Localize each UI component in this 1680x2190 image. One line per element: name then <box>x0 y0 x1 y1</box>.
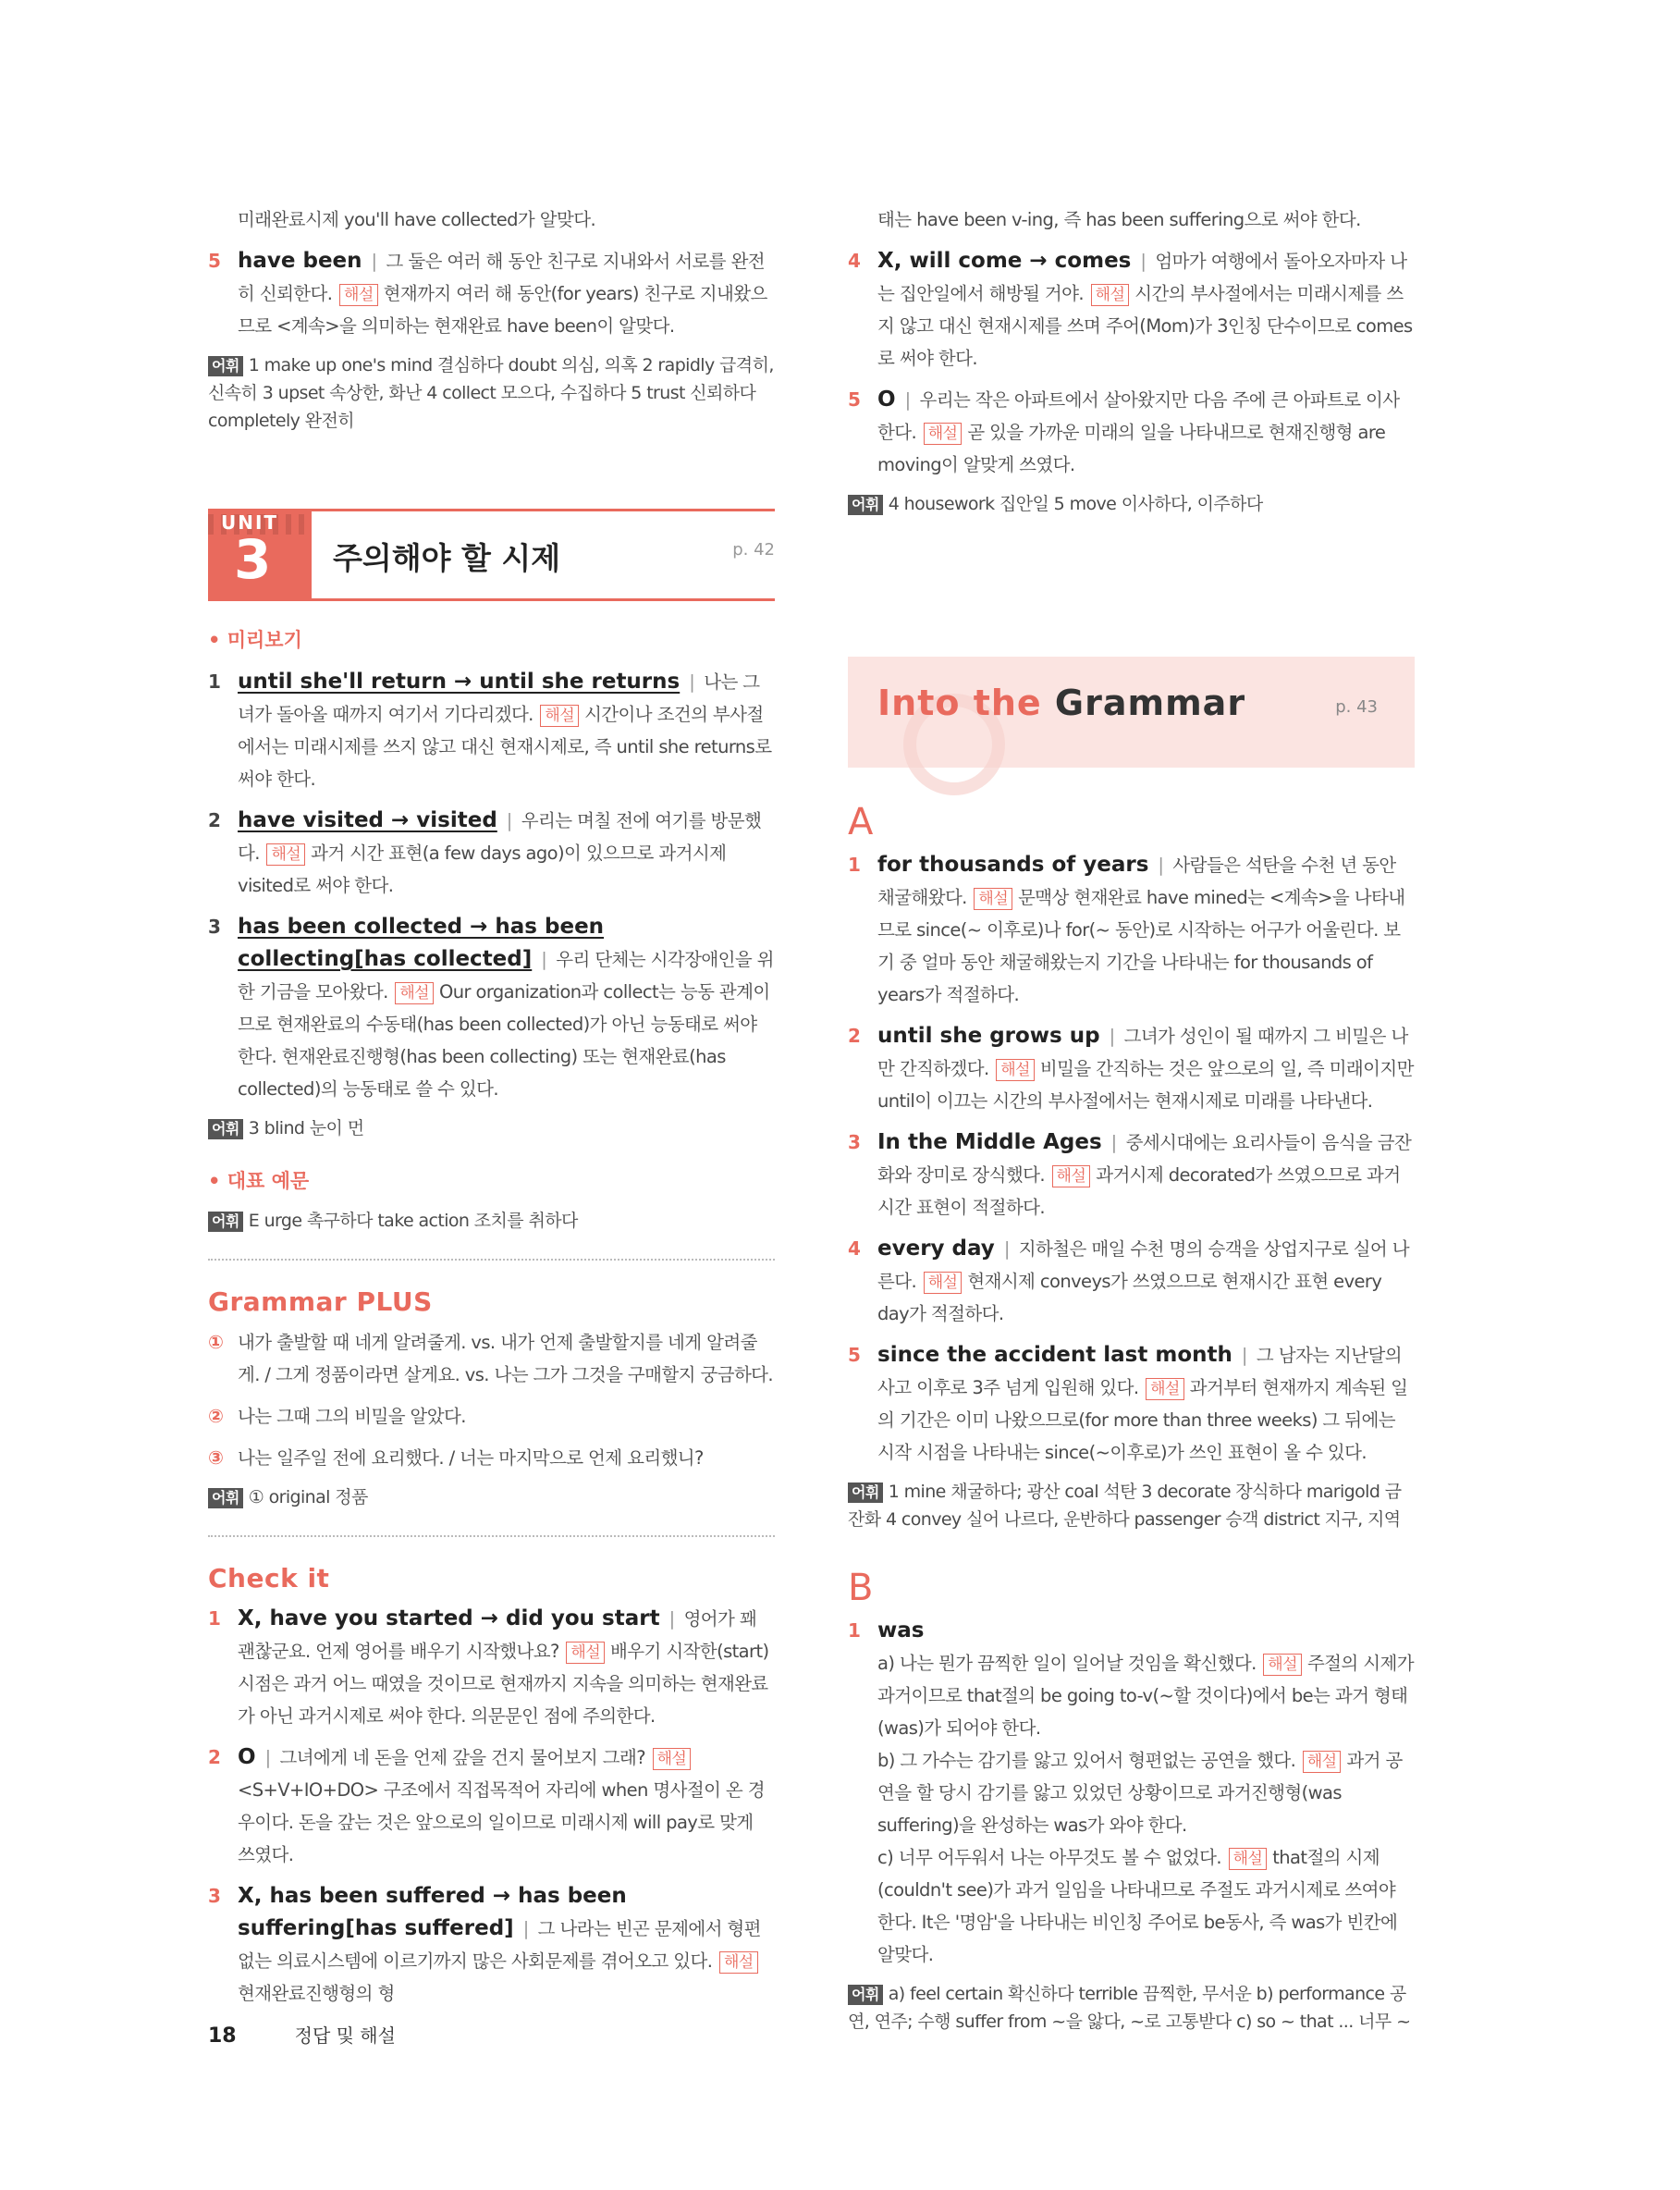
left-column <box>208 203 775 2019</box>
unit-number: 3 <box>234 528 272 591</box>
item-number: 5 <box>208 250 221 272</box>
translation: 엄마가 여행에서 돌아오자마자 나는 집안일에서 해방될 거야. <box>877 251 1407 304</box>
explanation-tag: 해설 <box>974 888 1012 910</box>
explanation-tag: 해설 <box>1229 1848 1268 1870</box>
vocab-box <box>848 1478 1415 1533</box>
vocab-tag: 어휘 <box>848 1985 883 2005</box>
answer: O <box>238 1745 256 1769</box>
explanation-tag: 해설 <box>653 1748 692 1770</box>
answer: O <box>877 388 896 412</box>
explanation: 현재시제 conveys가 쓰였으므로 현재시간 표현 every day가 적절하다. <box>877 1271 1382 1324</box>
preview-item-1: 1 until she'll return → until she returns | 나는 그녀가 돌아올 때까지 여기서 기다리겠다. 해설 시간이나 조건의 부사절에서는 미래시제를 쓰지 않고 대신 현재시제로, 즉 until she returns로 써야 한다. <box>208 666 775 795</box>
item-number: 1 <box>208 1607 221 1630</box>
header-title-part2: Grammar <box>1054 683 1246 723</box>
explanation: 과거 공연을 할 당시 감기를 앓고 있었던 상황이므로 과거진행형(was suffering)을 완성하는 was가 와야 한다. <box>877 1750 1403 1836</box>
answer-item-4: 4 X, will come → comes | 엄마가 여행에서 돌아오자마자 나는 집안일에서 해방될 거야. 해설 시간의 부사절에서는 미래시제를 쓰지 않고 대신 현재시제를 쓰며 주어(Mom)가 3인칭 단수이므로 comes로 써야 한다. <box>848 245 1415 375</box>
translation: 나는 뭔가 끔찍한 일이 일어날 것임을 확신했다. <box>899 1653 1257 1674</box>
translation: 그 둘은 여러 해 동안 친구로 지내와서 서로를 완전히 신뢰한다. <box>238 251 766 304</box>
translation: 그녀가 성인이 될 때까지 그 비밀은 나만 간직하겠다. <box>877 1026 1408 1079</box>
explanation: 주절의 시제가 과거이므로 that절의 be going to-v(~할 것이다)에서 be는 과거 형태(was)가 되어야 한다. <box>877 1653 1414 1739</box>
section-a-item-5: 5 since the accident last month | 그 남자는 지난달의 사고 이후로 3주 넘게 입원해 있다. 해설 과거부터 현재까지 계속된 일의 기간은 이미 나왔으므로(for more than three weeks) 그 뒤에는 시작 시점을 나타내는 since(~이후로)가 쓰인 표현이 올 수 있다. <box>848 1339 1415 1469</box>
answer: until she grows up <box>877 1024 1100 1048</box>
explanation-tag: 해설 <box>566 1642 605 1664</box>
vocab-text: a) feel certain 확신하다 terrible 끔찍한, 무서운 b) performance 공연, 연주; 수행 suffer from ~을 앓다, ~로 고통받다 c) so ~ that ... 너무 ~ <box>848 1984 1411 2032</box>
answer: until she'll return → until she returns <box>238 670 681 694</box>
preview-item-3: 3 has been collected → has been collecting[has collected] | 우리 단체는 시각장애인을 위한 기금을 모아왔다. 해설 Our organization과 collect는 능동 관계이므로 현재완료의 수동태(has been collected)가 아닌 능동태로 써야 한다. 현재완료진행형(has been collecting) 또는 현재완료(has collected)의 능동태로 쓸 수 있다. <box>208 911 775 1105</box>
explanation: 시간이나 조건의 부사절에서는 미래시제를 쓰지 않고 대신 현재시제로, 즉 until she returns로 써야 한다. <box>238 704 772 790</box>
grammar-plus-item-3 <box>208 1442 775 1474</box>
page-reference: p. 43 <box>1335 697 1378 717</box>
vocab-text: 1 make up one's mind 결심하다 doubt 의심, 의혹 2 rapidly 급격히, 신속히 3 upset 속상한, 화난 4 collect 모으다, 수집하다 5 trust 신뢰하다 completely 완전히 <box>208 355 774 431</box>
divider <box>208 1259 775 1261</box>
translation: 중세시대에는 요리사들이 음식을 금잔화와 장미로 장식했다. <box>877 1132 1412 1186</box>
answer: have visited → visited <box>238 808 497 832</box>
sub-item-c <box>877 1841 1415 1971</box>
section-a-item-3: 3 In the Middle Ages | 중세시대에는 요리사들이 음식을 금잔화와 장미로 장식했다. 해설 과거시제 decorated가 쓰였으므로 과거 시간 표현이 적절하다. <box>848 1126 1415 1224</box>
translation: 지하철은 매일 수천 명의 승객을 상업지구로 실어 나른다. <box>877 1238 1409 1292</box>
vocab-box <box>208 351 775 435</box>
vocab-tag: 어휘 <box>208 1488 243 1508</box>
translation: 그 나라는 빈곤 문제에서 형편없는 의료시스템에 이르기까지 많은 사회문제를 겪어오고 있다. <box>238 1918 761 1972</box>
grammar-plus-item-2 <box>208 1400 775 1433</box>
explanation: 문맥상 현재완료 have mined는 <계속>을 나타내므로 since(~ 이후로)나 for(~ 동안)로 시작하는 어구가 어울린다. 보기 중 얼마 동안 채굴해왔는지 기간을 나타내는 for thousands of years가 적절하다. <box>877 887 1405 1005</box>
header-title-part1: Into the <box>877 683 1042 723</box>
unit-label: UNIT <box>221 511 279 534</box>
explanation-tag: 해설 <box>1091 284 1130 306</box>
page-number: 18 <box>208 2024 237 2048</box>
item-text: 나는 일주일 전에 요리했다. / 너는 마지막으로 언제 요리했니? <box>238 1447 704 1469</box>
answer: has been collected → has been collecting[has collected] <box>238 915 605 971</box>
item-number: 5 <box>848 388 861 411</box>
item-number: 2 <box>208 1746 221 1768</box>
answer: have been <box>238 249 362 273</box>
examples-title: • 대표 예문 <box>208 1166 775 1194</box>
explanation: that절의 시제(couldn't see)가 과거 일임을 나타내므로 주절도 과거시제로 쓰여야 한다. It은 '명암'을 나타내는 비인칭 주어로 be동사, 즉 was가 빈칸에 알맞다. <box>877 1847 1398 1965</box>
explanation-tag: 해설 <box>1146 1378 1184 1400</box>
answer: every day <box>877 1236 995 1261</box>
vocab-box <box>208 1207 775 1235</box>
explanation-tag: 해설 <box>395 982 434 1004</box>
unit-header <box>208 509 775 601</box>
section-b-item-1 <box>848 1615 1415 1971</box>
translation: 그 남자는 지난달의 사고 이후로 3주 넘게 입원해 있다. <box>877 1345 1402 1398</box>
check-item-3: 3 X, has been suffered → has been suffering[has suffered] | 그 나라는 빈곤 문제에서 형편없는 의료시스템에 이르기까지 많은 사회문제를 겪어오고 있다. 해설현재완료진행형의 형 <box>208 1880 775 2010</box>
vocab-text: 4 housework 집안일 5 move 이사하다, 이주하다 <box>888 494 1263 514</box>
vocab-text: E urge 촉구하다 take action 조치를 취하다 <box>248 1211 578 1231</box>
translation: 우리 단체는 시각장애인을 위한 기금을 모아왔다. <box>238 949 774 1003</box>
vocab-text: 3 blind 눈이 먼 <box>248 1118 364 1138</box>
item-number: 1 <box>848 854 861 876</box>
grammar-plus-item-1 <box>208 1326 775 1391</box>
preview-item-2: 2 have visited → visited | 우리는 며칠 전에 여기를 방문했다. 해설 과거 시간 표현(a few days ago)이 있으므로 과거시제 visited로 써야 한다. <box>208 805 775 902</box>
explanation: 과거 시간 표현(a few days ago)이 있으므로 과거시제 visited로 써야 한다. <box>238 843 727 896</box>
section-letter-b: B <box>848 1567 874 1609</box>
explanation: 현재완료진행형의 형 <box>238 1983 395 2004</box>
answer: X, has been suffered → has been suffering[has suffered] <box>238 1884 627 1940</box>
footer <box>208 2021 396 2048</box>
item-text: 내가 출발할 때 네게 알려줄게. vs. 내가 언제 출발할지를 네게 알려줄게. / 그게 정품이라면 살게요. vs. 나는 그가 그것을 구매할지 궁금하다. <box>238 1332 774 1385</box>
intro-line: 미래완료시제 you'll have collected가 알맞다. <box>238 209 596 230</box>
item-number: 2 <box>208 809 221 831</box>
vocab-box <box>848 1980 1415 2036</box>
sub-label: b) <box>877 1750 895 1771</box>
divider <box>208 1535 775 1537</box>
explanation-tag: 해설 <box>719 1951 758 1974</box>
item-text: 나는 그때 그의 비밀을 알았다. <box>238 1406 466 1427</box>
section-letter-a: A <box>848 801 874 843</box>
vocab-tag: 어휘 <box>208 356 243 376</box>
item-number: 3 <box>208 1885 221 1907</box>
vocab-tag: 어휘 <box>208 1119 243 1139</box>
vocab-text: ① original 정품 <box>248 1487 368 1507</box>
explanation: <S+V+IO+DO> 구조에서 직접목적어 자리에 when 명사절이 온 경우이다. 돈을 갚는 것은 앞으로의 일이므로 미래시제 will pay로 맞게 쓰였다. <box>238 1779 765 1865</box>
answer-item-5: 5 O | 우리는 작은 아파트에서 살아왔지만 다음 주에 큰 아파트로 이사한다. 해설 곧 있을 가까운 미래의 일을 나타내므로 현재진행형 are moving이 알맞게 쓰였다. <box>848 384 1415 481</box>
explanation: 곧 있을 가까운 미래의 일을 나타내므로 현재진행형 are moving이 알맞게 쓰였다. <box>877 422 1386 475</box>
answer: In the Middle Ages <box>877 1130 1102 1154</box>
unit-badge <box>208 511 312 598</box>
item-number: 1 <box>848 1619 861 1642</box>
item-number: 5 <box>848 1344 861 1366</box>
translation: 그 가수는 감기를 앓고 있어서 형편없는 공연을 했다. <box>900 1750 1296 1771</box>
preview-title: • 미리보기 <box>208 625 775 653</box>
vocab-tag: 어휘 <box>848 495 883 515</box>
explanation-tag: 해설 <box>1052 1165 1091 1187</box>
explanation-tag: 해설 <box>996 1059 1035 1081</box>
answer: since the accident last month <box>877 1343 1232 1367</box>
check-item-1: 1 X, have you started → did you start | 영어가 꽤 괜찮군요. 언제 영어를 배우기 시작했나요? 해설 배우기 시작한(start) 시점은 과거 어느 때였을 것이므로 현재까지 지속을 의미하는 현재완료가 아닌 과거시제로 써야 한다. 의문문인 점에 주의한다. <box>208 1603 775 1732</box>
unit-title: 주의해야 할 시제 <box>333 540 561 576</box>
answer: for thousands of years <box>877 853 1149 877</box>
answer: X, will come → comes <box>877 249 1132 273</box>
item-number: 4 <box>848 250 861 272</box>
into-the-grammar-header <box>848 657 1415 768</box>
explanation: Our organization과 collect는 능동 관계이므로 현재완료의 수동태(has been collected)가 아닌 능동태로 써야 한다. 현재완료진행형(has been collecting) 또는 현재완료(has collected)의 능동태로 쓸 수 있다. <box>238 981 770 1100</box>
item-number: 3 <box>848 1131 861 1153</box>
explanation: 과거시제 decorated가 쓰였으므로 과거 시간 표현이 적절하다. <box>877 1164 1401 1218</box>
footer-text: 정답 및 해설 <box>294 2024 396 2047</box>
item-number: 3 <box>208 916 221 938</box>
check-item-2: 2 O | 그녀에게 네 돈을 언제 갚을 건지 물어보지 그래? 해설<S+V+IO+DO> 구조에서 직접목적어 자리에 when 명사절이 온 경우이다. 돈을 갚는 것은 앞으로의 일이므로 미래시제 will pay로 맞게 쓰였다. <box>208 1741 775 1871</box>
section-a-item-2: 2 until she grows up | 그녀가 성인이 될 때까지 그 비밀은 나만 간직하겠다. 해설 비밀을 간직하는 것은 앞으로의 일, 즉 미래이지만 until이 이끄는 시간의 부사절에서는 현재시제로 미래를 나타낸다. <box>848 1020 1415 1117</box>
explanation: 시간의 부사절에서는 미래시제를 쓰지 않고 대신 현재시제를 쓰며 주어(Mom)가 3인칭 단수이므로 comes로 써야 한다. <box>877 283 1413 369</box>
intro-line: 태는 have been v-ing, 즉 has been suffering으로 써야 한다. <box>877 209 1361 230</box>
explanation: 현재까지 여러 해 동안(for years) 친구로 지내왔으므로 <계속>을 의미하는 현재완료 have been이 알맞다. <box>238 283 767 337</box>
translation: 그녀에게 네 돈을 언제 갚을 건지 물어보지 그래? <box>279 1747 645 1768</box>
explanation: 비밀을 간직하는 것은 앞으로의 일, 즉 미래이지만 until이 이끄는 시간의 부사절에서는 현재시제로 미래를 나타낸다. <box>877 1058 1414 1112</box>
translation: 나는 그녀가 돌아올 때까지 여기서 기다리겠다. <box>238 671 760 725</box>
vocab-tag: 어휘 <box>208 1212 243 1232</box>
explanation-tag: 해설 <box>1303 1751 1342 1773</box>
sub-item-b <box>877 1744 1415 1841</box>
check-it-title: Check it <box>208 1563 330 1593</box>
page-reference: p. 42 <box>732 540 775 560</box>
vocab-tag: 어휘 <box>848 1483 883 1503</box>
translation: 영어가 꽤 괜찮군요. 언제 영어를 배우기 시작했나요? <box>238 1608 757 1662</box>
answer: X, have you started → did you start <box>238 1606 660 1630</box>
translation: 우리는 며칠 전에 여기를 방문했다. <box>238 810 762 864</box>
explanation-tag: 해설 <box>339 284 378 306</box>
translation: 너무 어두워서 나는 아무것도 볼 수 없었다. <box>898 1847 1221 1868</box>
translation: 우리는 작은 아파트에서 살아왔지만 다음 주에 큰 아파트로 이사한다. <box>877 389 1400 443</box>
explanation-tag: 해설 <box>924 423 963 445</box>
grammar-plus-title: Grammar PLUS <box>208 1286 433 1317</box>
explanation-tag: 해설 <box>540 705 579 727</box>
answer-item-5: 5 have been | 그 둘은 여러 해 동안 친구로 지내와서 서로를 완전히 신뢰한다. 해설 현재까지 여러 해 동안(for years) 친구로 지내왔으므로 <계속>을 의미하는 현재완료 have been이 알맞다. <box>208 245 775 342</box>
item-number: ③ <box>208 1446 224 1469</box>
explanation: 배우기 시작한(start) 시점은 과거 어느 때였을 것이므로 현재까지 지속을 의미하는 현재완료가 아닌 과거시제로 써야 한다. 의문문인 점에 주의한다. <box>238 1641 769 1727</box>
item-number: 1 <box>208 671 221 693</box>
section-a-item-4: 4 every day | 지하철은 매일 수천 명의 승객을 상업지구로 실어 나른다. 해설 현재시제 conveys가 쓰였으므로 현재시간 표현 every day가 적절하다. <box>848 1233 1415 1330</box>
section-a-item-1: 1 for thousands of years | 사람들은 석탄을 수천 년 동안 채굴해왔다. 해설 문맥상 현재완료 have mined는 <계속>을 나타내므로 since(~ 이후로)나 for(~ 동안)로 시작하는 어구가 어울린다. 보기 중 얼마 동안 채굴해왔는지 기간을 나타내는 for thousands of years가 적절하다. <box>848 849 1415 1011</box>
item-number: ① <box>208 1331 224 1353</box>
sub-item-a <box>877 1647 1415 1744</box>
explanation-tag: 해설 <box>1263 1654 1302 1676</box>
answer: was <box>877 1618 925 1642</box>
item-number: ② <box>208 1405 224 1427</box>
vocab-box <box>208 1114 775 1142</box>
explanation-tag: 해설 <box>266 843 305 866</box>
explanation-tag: 해설 <box>924 1272 963 1294</box>
sub-label: c) <box>877 1847 894 1868</box>
item-number: 4 <box>848 1237 861 1260</box>
vocab-box <box>848 490 1415 518</box>
explanation: 과거부터 현재까지 계속된 일의 기간은 이미 나왔으므로(for more than three weeks) 그 뒤에는 시작 시점을 나타내는 since(~이후로)가 쓰인 표현이 올 수 있다. <box>877 1377 1408 1463</box>
sub-label: a) <box>877 1653 895 1674</box>
right-column <box>848 203 1415 2036</box>
item-number: 2 <box>848 1025 861 1047</box>
vocab-text: 1 mine 채굴하다; 광산 coal 석탄 3 decorate 장식하다 marigold 금잔화 4 convey 실어 나르다, 운반하다 passenger 승객 district 지구, 지역 <box>848 1482 1402 1530</box>
translation: 사람들은 석탄을 수천 년 동안 채굴해왔다. <box>877 855 1396 908</box>
vocab-box <box>208 1483 775 1511</box>
